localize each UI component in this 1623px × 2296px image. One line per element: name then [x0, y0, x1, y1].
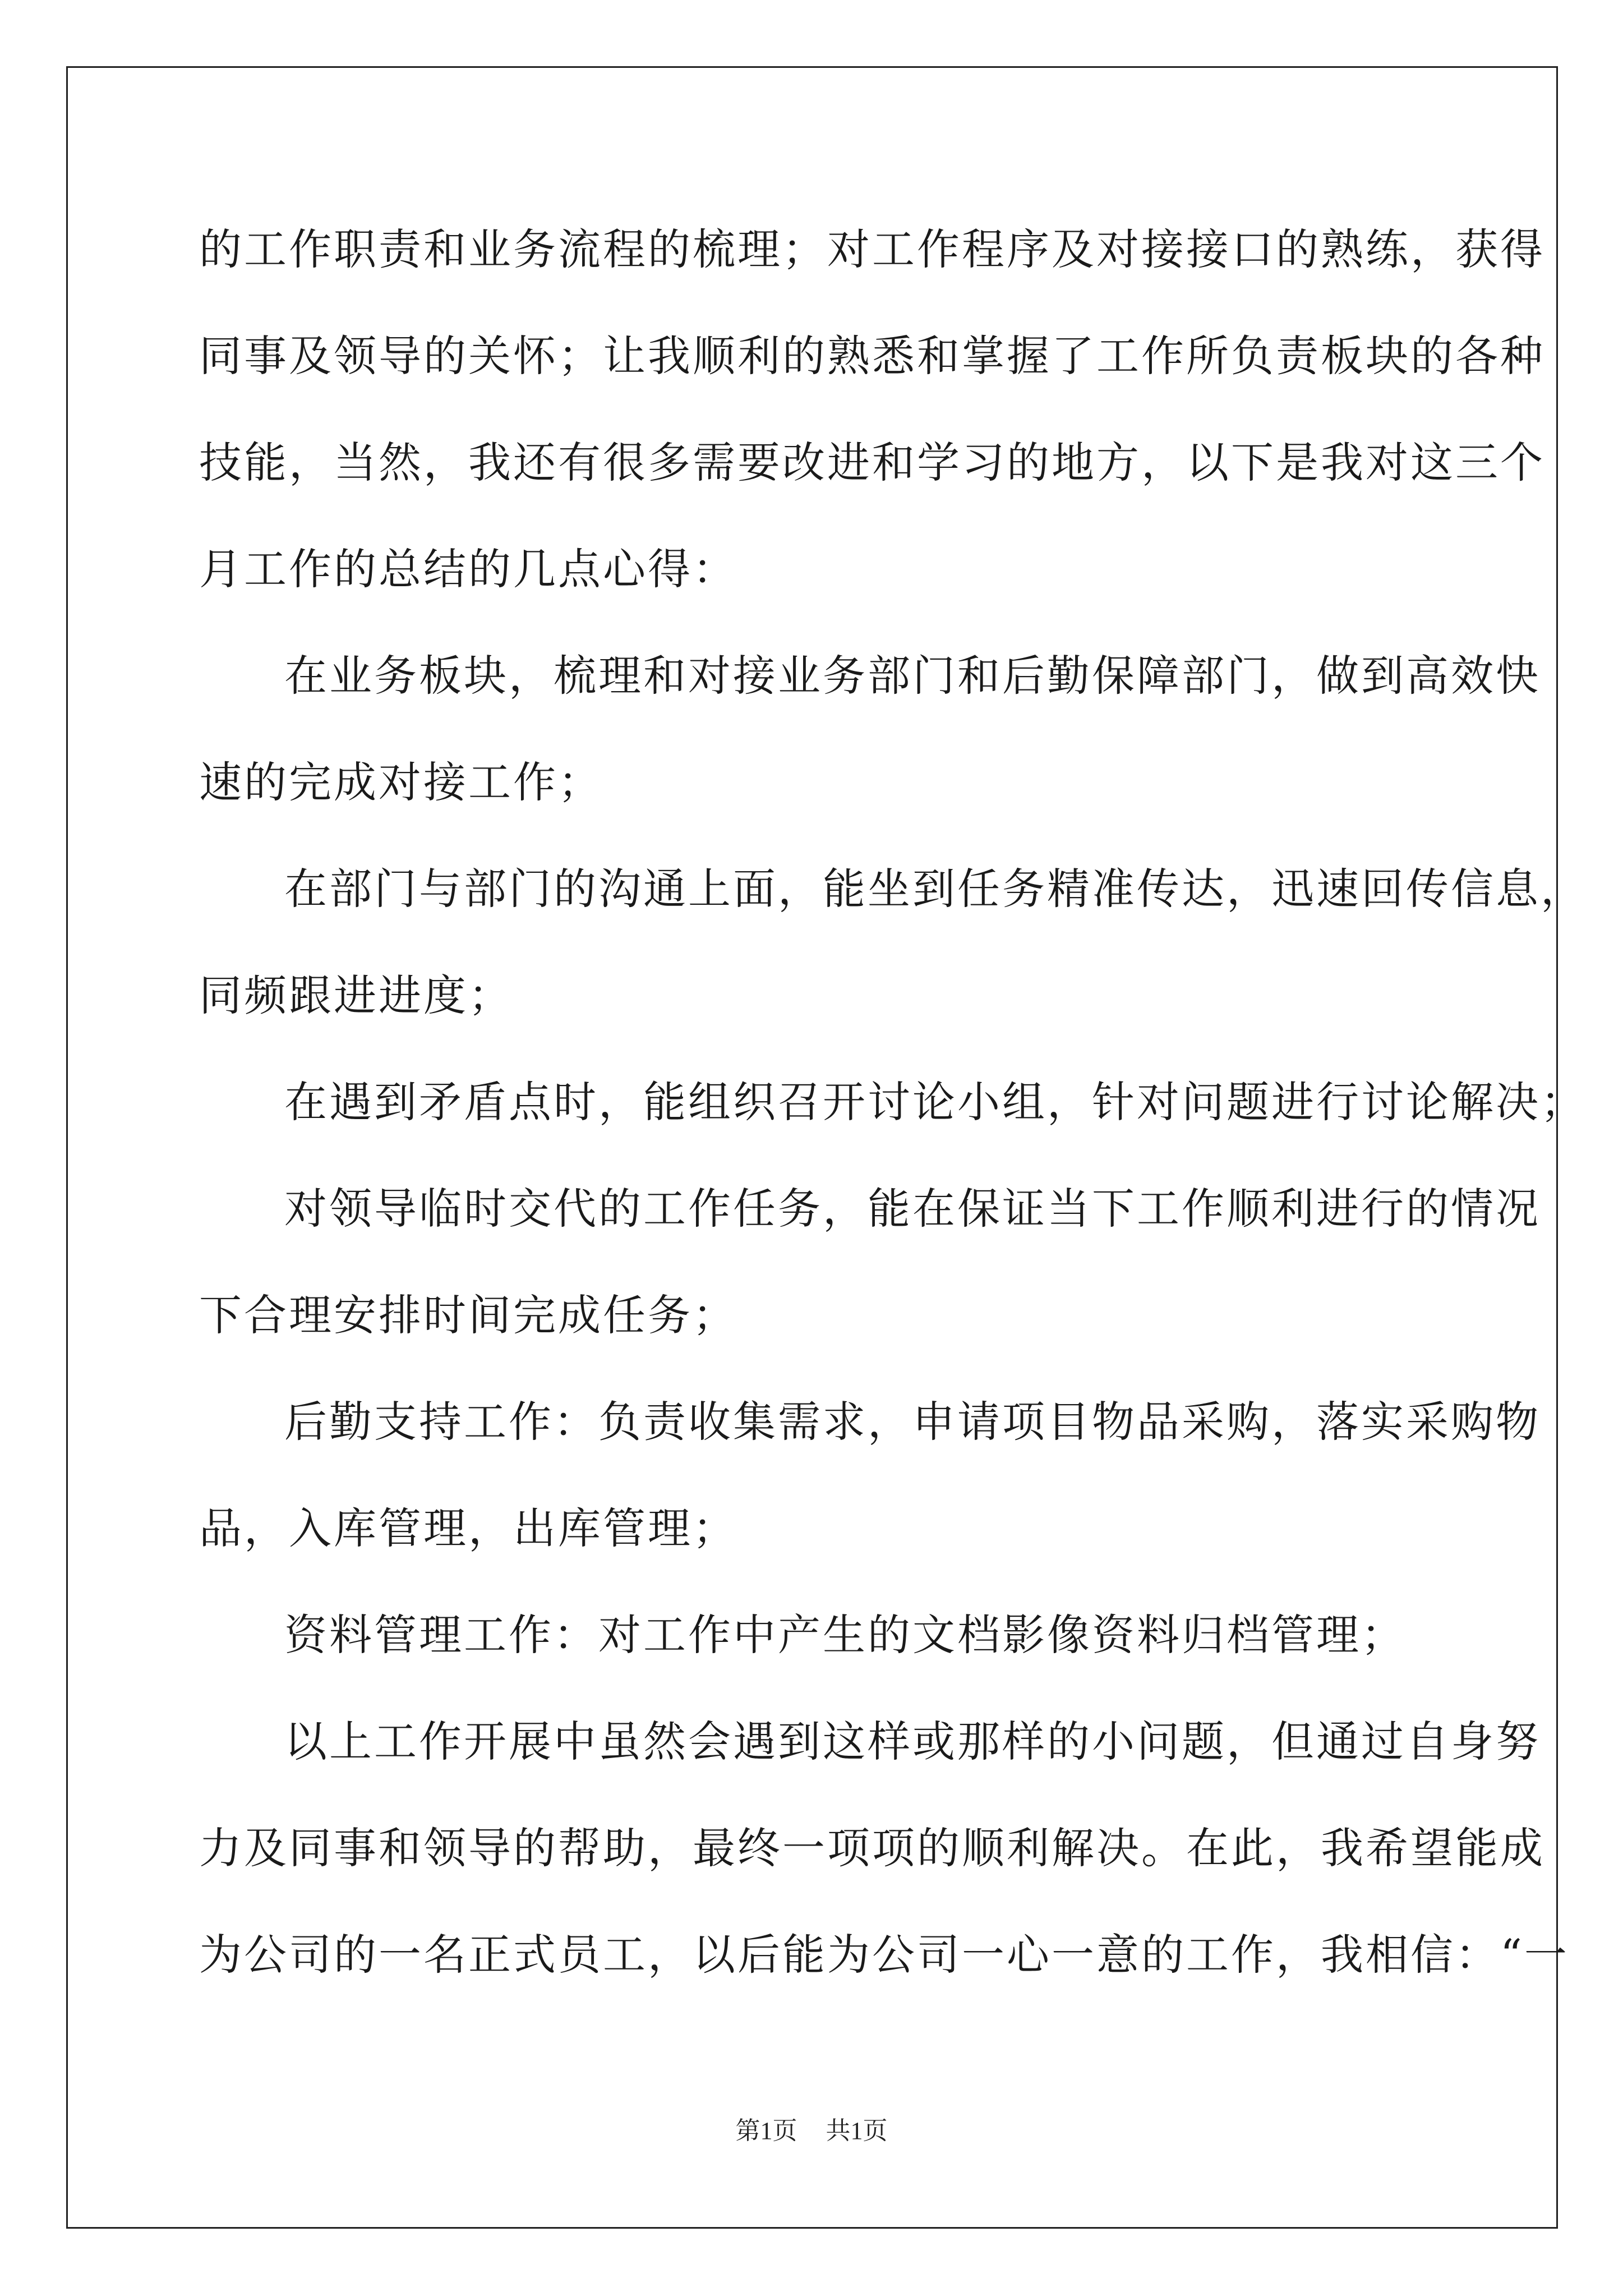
text-line-9: 在遇到矛盾点时，能组织召开讨论小组，针对问题进行讨论解决；: [284, 1077, 1585, 1127]
text-line-15: 以上工作开展中虽然会遇到这样或那样的小问题，但通过自身努: [284, 1717, 1541, 1766]
text-line-11: 下合理安排时间完成任务；: [199, 1290, 737, 1340]
text-line-8: 同频跟进进度；: [199, 970, 513, 1020]
page-total: 共1页: [826, 2117, 888, 2145]
text-line-1: 的工作职责和业务流程的梳理；对工作程序及对接接口的熟练，获得: [199, 224, 1545, 274]
text-line-2: 同事及领导的关怀；让我顺利的熟悉和掌握了工作所负责板块的各种: [199, 331, 1545, 381]
page-number: 第1页: [735, 2117, 797, 2145]
document-body: [199, 216, 1585, 2028]
text-line-13: 品，入库管理，出库管理；: [199, 1503, 737, 1553]
text-line-16: 力及同事和领导的帮助，最终一项项的顺利解决。在此，我希望能成: [199, 1823, 1545, 1873]
text-line-12: 后勤支持工作：负责收集需求，申请项目物品采购，落实采购物: [284, 1397, 1541, 1447]
text-line-4: 月工作的总结的几点心得：: [199, 544, 737, 594]
page-footer: [0, 2110, 1623, 2146]
text-line-3: 技能，当然，我还有很多需要改进和学习的地方，以下是我对这三个: [199, 438, 1545, 487]
text-line-17: 为公司的一名正式员工，以后能为公司一心一意的工作，我相信：“一: [199, 1930, 1569, 1980]
text-line-6: 速的完成对接工作；: [199, 757, 603, 807]
text-line-14: 资料管理工作：对工作中产生的文档影像资料归档管理；: [284, 1610, 1406, 1660]
text-line-10: 对领导临时交代的工作任务，能在保证当下工作顺利进行的情况: [284, 1184, 1541, 1234]
text-line-7: 在部门与部门的沟通上面，能坐到任务精准传达，迅速回传信息，: [284, 864, 1585, 914]
text-line-5: 在业务板块，梳理和对接业务部门和后勤保障部门，做到高效快: [284, 651, 1541, 701]
